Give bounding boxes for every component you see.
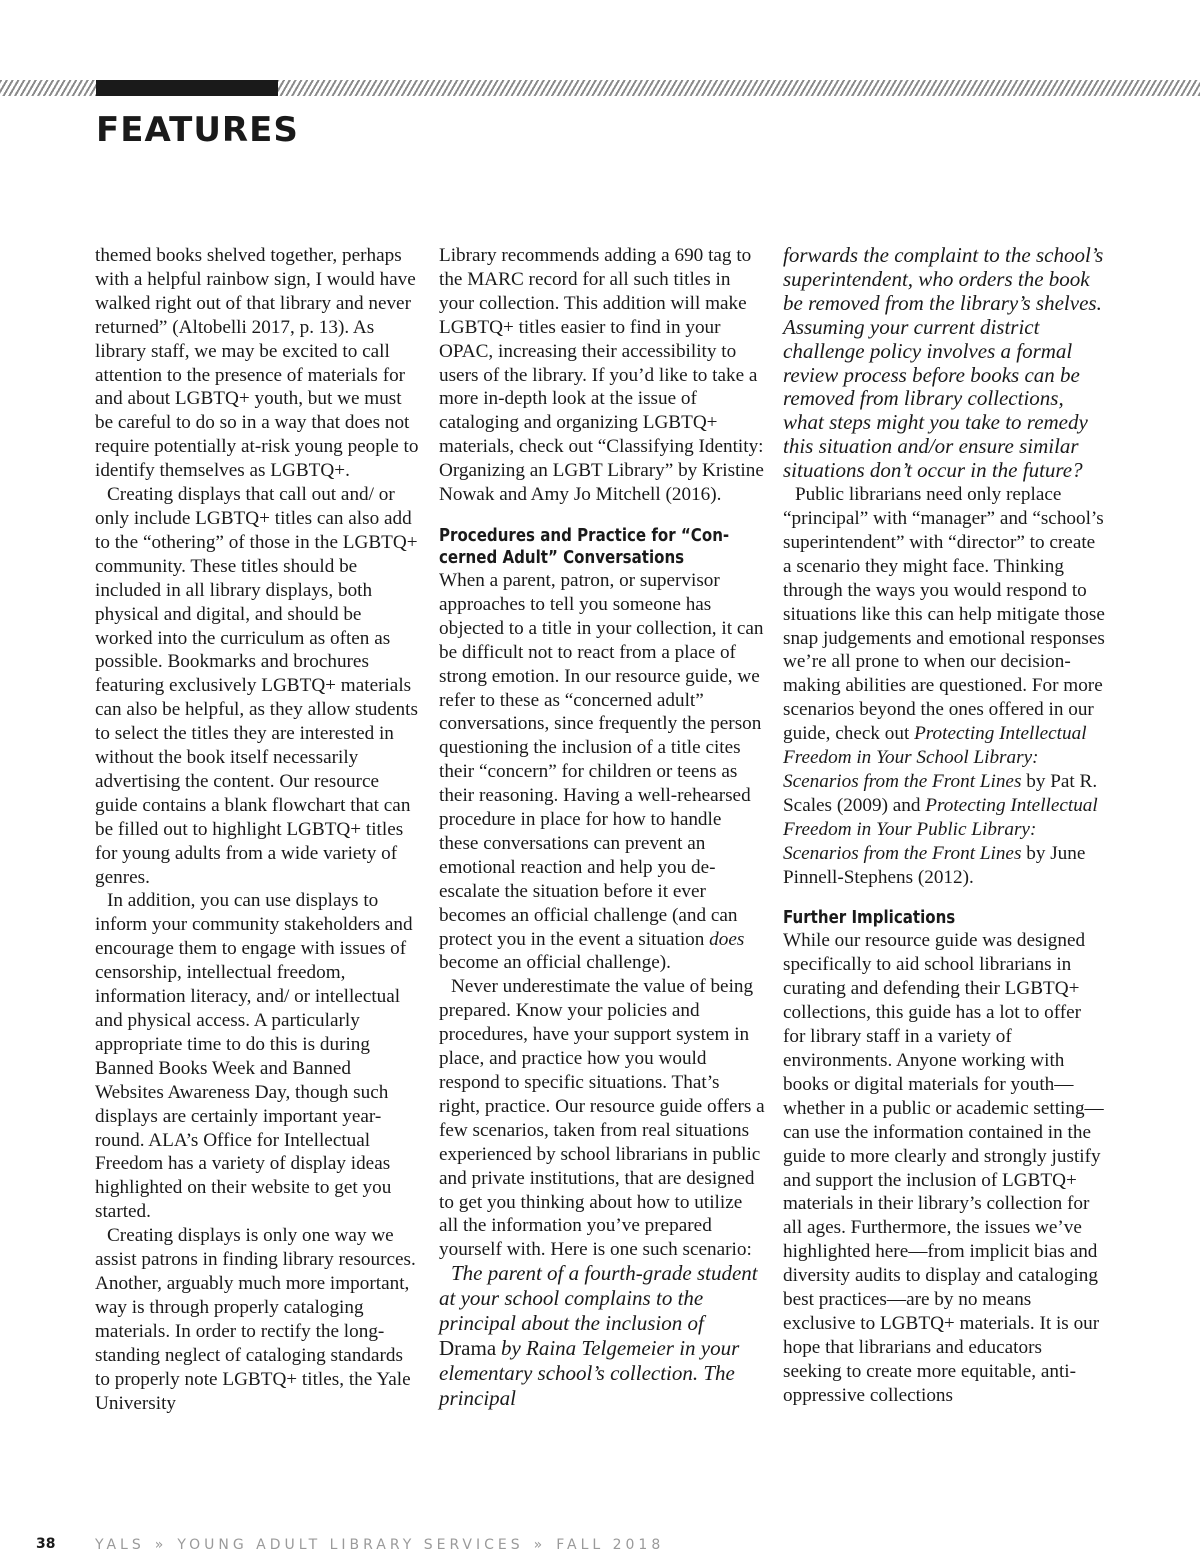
emphasis-does: does [709, 928, 745, 950]
scenario-text-a: The parent of a fourth-grade student at your school complains to the principal about the inclusion of [439, 1261, 758, 1336]
column-3 [783, 244, 1105, 1408]
col2-paragraph-2 [439, 569, 765, 975]
separator-1: » [154, 1537, 164, 1553]
scenario-book-title: Drama [439, 1335, 497, 1360]
subheading-line-1: Procedures and Practice for “Con- [439, 525, 730, 546]
spacer [783, 889, 1105, 907]
col2-paragraph-2-end: become an official challenge). [439, 952, 671, 974]
journal-name: YOUNG ADULT LIBRARY SERVICES [177, 1537, 524, 1553]
column-1 [95, 244, 421, 1415]
col1-paragraph-3: In addition, you can use displays to inform your community stakeholders and encourage them to engage with issues of censorship, intellectual freedom, information literacy, and/ or intellectual and physical access. A particularly appropriate time to do this is during Banned Books Week and Banned Websites Awareness Day, though such displays are certainly important year-round. ALA’s Office for Intellectual Freedom has a variety of display ideas highlighted on their website to get you started. [95, 890, 413, 1223]
section-label: FEATURES [96, 110, 299, 150]
book-title-public-library: Protecting Intellectual Freedom in Your Public Library: Scenarios from the Front Lines [783, 794, 1098, 864]
col3-paragraph-1 [783, 483, 1105, 889]
col2-paragraph-3: Never underestimate the value of being prepared. Know your policies and procedures, have your support system in place, and practice how you would respond to specific situations. That’s right, practice. Our resource guide offers a few scenarios, taken from real situations experienced by school librarians in public and private institutions, that are designed to get you thinking about how to utilize all the information you’ve prepared yourself with. Here is one such scenario: [439, 976, 765, 1261]
subheading-concerned-adult [439, 525, 766, 569]
col1-paragraph-2: Creating displays that call out and/ or only include LGBTQ+ titles can also add to the “othering” of those in the LGBTQ+ community. These titles should be included in all library displays, both physical and digital, and should be worked into the curriculum as often as possible. Bookmarks and brochures featuring exclusively LGBTQ+ materials can also be helpful, as they allow students to select the titles they are interested in without the book itself necessarily advertising the content. Our resource guide contains a blank flowchart that can be filled out to highlight LGBTQ+ titles for young adults from a wide variety of genres. [95, 484, 418, 888]
col2-paragraph-1: Library recommends adding a 690 tag to the MARC record for all such titles in your collection. This addition will make LGBTQ+ titles easier to find in your OPAC, increasing their accessibility to users of the library. If you’d like to take a more in-depth look at the issue of cataloging and organizing LGBTQ+ materials, check out “Classifying Identity: Organizing an LGBT Library” by Kristine Nowak and Amy Jo Mitchell (2016). [439, 245, 764, 506]
journal-abbr: YALS [95, 1537, 145, 1553]
scenario-continued: forwards the complaint to the school’s superintendent, who orders the book be removed from the library’s shelves. Assuming your current district challenge policy involves a formal review process before books can be removed from library collections, what steps might you take to remedy this situation and/or ensure similar situations don’t occur in the future? [783, 243, 1104, 483]
col3-paragraph-1-b: by Pat R. Scales (2009) and [783, 770, 1098, 816]
col3-paragraph-1-c: by June Pinnell-Stephens (2012). [783, 842, 1086, 888]
scenario-text-b: by Raina Telgemeier in your elementary school’s collection. The principal [439, 1335, 740, 1410]
col1-paragraph-4: Creating displays is only one way we assist patrons in finding library resources. Another, arguably much more important, way is through properly cataloging materials. In order to rectify the long-standing neglect of cataloging standards to properly note LGBTQ+ titles, the Yale University [95, 1225, 416, 1414]
col3-paragraph-1-a: Public librarians need only replace “principal” with “manager” and “school’s superintendent” with “director” to create a scenario they might face. Thinking through the ways you would respond to situations like this can help mitigate those snap judgements and emotional responses we’re all prone to when our decision-making abilities are questioned. For more scenarios beyond the ones offered in our guide, check out [783, 484, 1105, 745]
running-footer [95, 1537, 664, 1553]
page-number: 38 [36, 1536, 56, 1552]
col1-paragraph-1: themed books shelved together, perhaps with a helpful rainbow sign, I would have walked right out of that library and never returned” (Altobelli 2017, p. 13). As library staff, we may be excited to call attention to the presence of materials for and about LGBTQ+ youth, but we must be careful to do so in a way that does not require potentially at-risk young people to identify themselves as LGBTQ+. [95, 245, 419, 482]
book-title-school-library: Protecting Intellectual Freedom in Your School Library: Scenarios from the Front Lines [783, 723, 1087, 792]
subheading-further-implications: Further Implications [783, 908, 956, 929]
subheading-line-2: cerned Adult” Conversations [439, 547, 685, 568]
spacer [439, 507, 765, 525]
column-2 [439, 244, 765, 1412]
separator-2: » [533, 1537, 543, 1553]
scenario-quote [439, 1262, 765, 1411]
header-bar-decoration [96, 80, 278, 96]
issue-date: FALL 2018 [556, 1537, 665, 1553]
col3-paragraph-2: While our resource guide was designed specifically to aid school librarians in curating and defending their LGBTQ+ collections, this guide has a lot to offer for library staff in a variety of environments. Anyone working with books or digital materials for youth—whether in a public or academic setting—can use the information contained in the guide to more clearly and strongly justify and support the inclusion of LGBTQ+ materials in their library’s collection for all ages. Furthermore, the issues we’ve highlighted here—from implicit bias and diversity audits to display and cataloging best practices—are by no means exclusive to LGBTQ+ materials. It is our hope that librarians and educators seeking to create more equitable, anti-oppressive collections [783, 930, 1104, 1406]
col2-paragraph-2-text: When a parent, patron, or supervisor approaches to tell you someone has objected to a title in your collection, it can be difficult not to react from a place of strong emotion. In our resource guide, we refer to these as “concerned adult” conversations, since frequently the person questioning the inclusion of a title cites their “concern” for children or teens as their reasoning. Having a well-rehearsed procedure in place for how to handle these conversations can prevent an emotional reaction and help you de-escalate the situation before it ever becomes an official challenge (and can protect you in the event a situation [439, 569, 764, 950]
